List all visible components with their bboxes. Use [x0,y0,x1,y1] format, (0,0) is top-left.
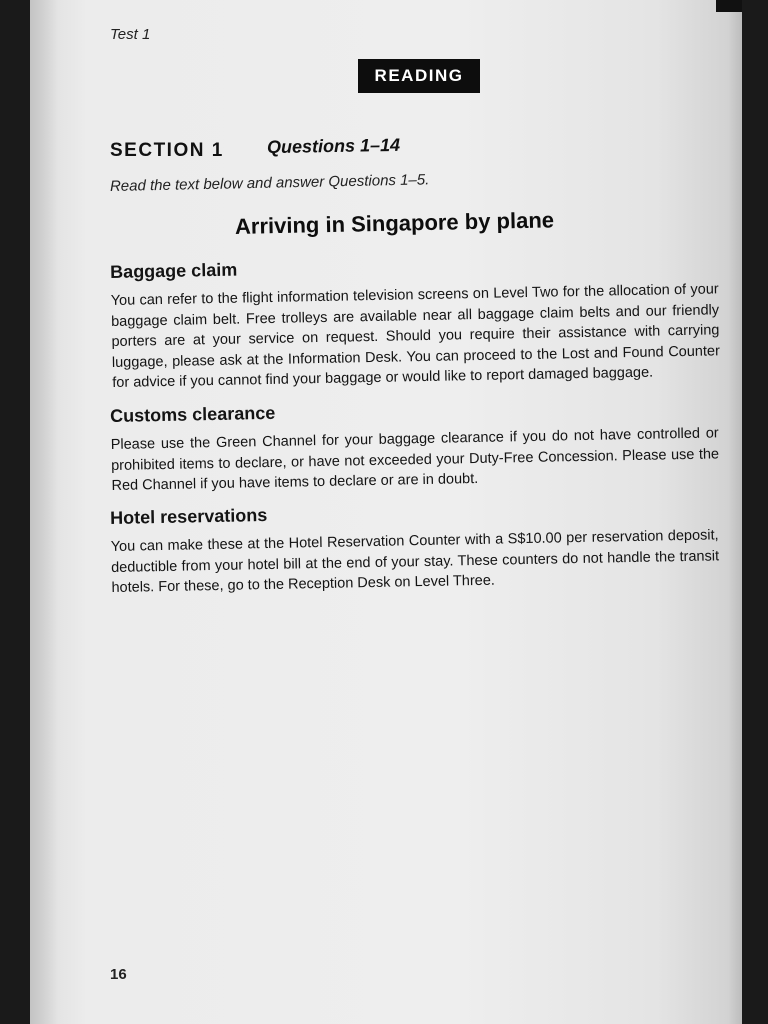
test-label: Test 1 [110,26,151,43]
section-customs-clearance [110,394,720,496]
page-number: 16 [110,966,127,983]
section-paragraph: You can refer to the flight information television screens on Level Two for the allocation of your baggage claim belt. Free trolleys are available near all baggage claim belts and our friendly porters are at your service on request. Should you require their assistance with carrying luggage, please ask at the Information Desk. You can proceed to the Lost and Found Counter for advice if you cannot find your baggage or would like to report damaged baggage. [110,281,720,391]
instruction-text: Read the text below and answer Questions 1–5. [109,171,430,195]
page-gutter-shadow [30,0,58,1024]
reading-badge: READING [358,59,480,93]
section-paragraph: Please use the Green Channel for your baggage clearance if you do not have controlled or prohibited items to declare, or have not exceeded your Duty-Free Concession. Please use the Red Channel if you have items to declare or are in doubt. [110,424,720,494]
section-label: SECTION 1 [110,140,224,161]
section-paragraph: You can make these at the Hotel Reservation Counter with a S$10.00 per reservation deposit, deductible from your hotel bill at the end of your stay. These counters do not handle the transit hotels. For these, go to the Reception Desk on Level Three. [110,527,720,596]
section-baggage-claim [110,250,720,393]
article-title: Arriving in Singapore by plane [234,207,555,239]
section-hotel-reservations [110,496,720,598]
page-edge-shadow [728,0,742,1024]
section-heading: Hotel reservations [110,504,268,528]
section-heading: Customs clearance [110,402,276,426]
questions-range: Questions 1–14 [266,134,401,158]
section-heading: Baggage claim [110,259,238,282]
dark-corner [716,0,742,12]
book-page [30,0,742,1024]
article-body [110,259,720,611]
